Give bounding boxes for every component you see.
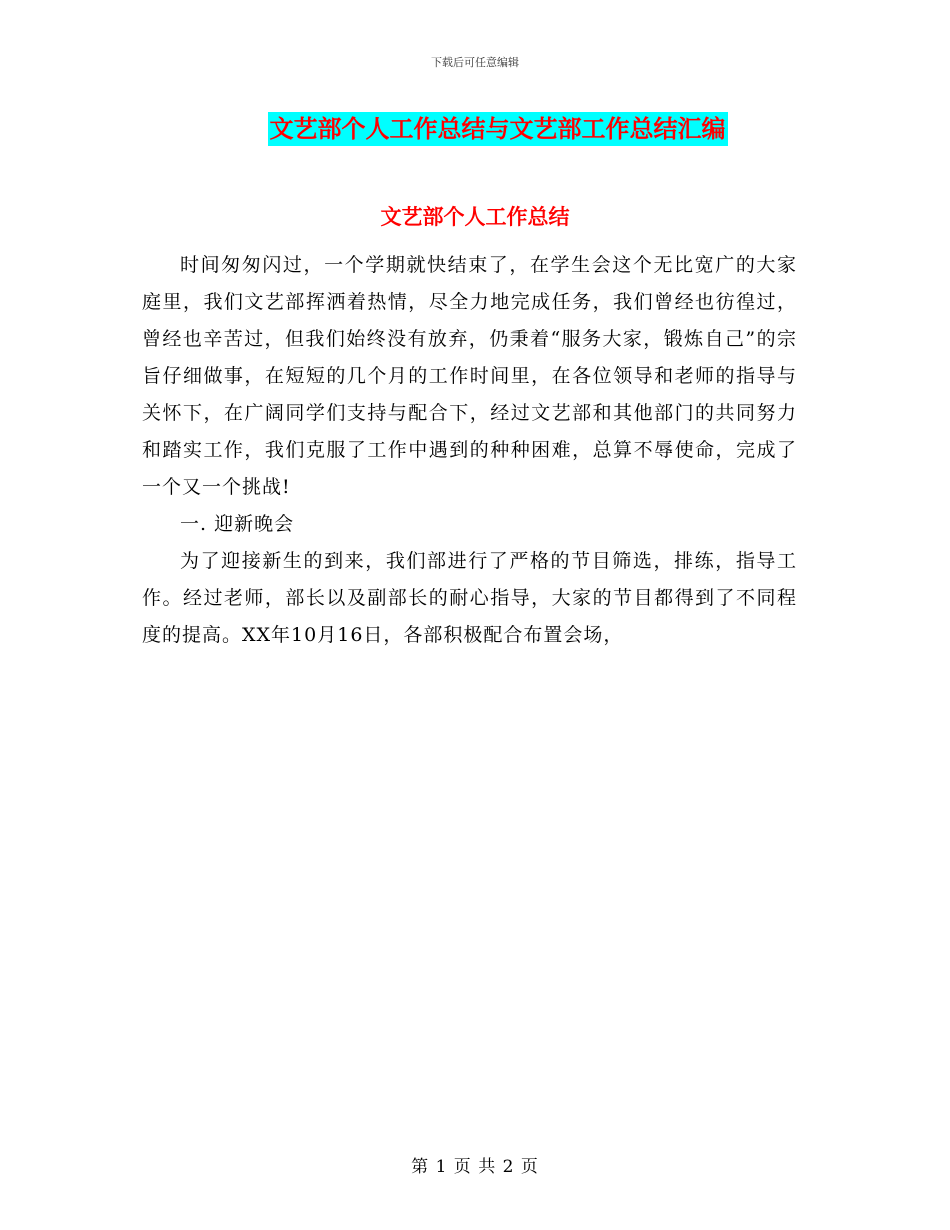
page-number-footer: 第 1 页 共 2 页	[411, 1157, 539, 1177]
body-subheading: 一. 迎新晚会	[180, 513, 295, 535]
document-title-container	[0, 112, 950, 146]
page-header-note: 下载后可任意编辑	[431, 56, 519, 69]
document-body	[142, 247, 797, 654]
body-paragraph: 时间匆匆闪过，一个学期就快结束了，在学生会这个无比宽广的大家庭里，我们文艺部挥洒着热情，尽全力地完成任务，我们曾经也彷徨过，曾经也辛苦过，但我们始终没有放弃，仍秉着“服务大家，锻炼自己”的宗旨仔细做事，在短短的几个月的工作时间里，在各位领导和老师的指导与关怀下，在广阔同学们支持与配合下，经过文艺部和其他部门的共同努力和踏实工作，我们克服了工作中遇到的种种困难，总算不辱使命，完成了一个又一个挑战!	[142, 254, 797, 498]
document-title: 文艺部个人工作总结与文艺部工作总结汇编	[268, 112, 728, 146]
section-title: 文艺部个人工作总结	[380, 204, 570, 229]
body-paragraph: 为了迎接新生的到来，我们部进行了严格的节目筛选，排练，指导工作。经过老师，部长以及副部长的耐心指导，大家的节目都得到了不同程度的提高。XX年10月16日，各部积极配合布置会场，	[142, 550, 797, 646]
